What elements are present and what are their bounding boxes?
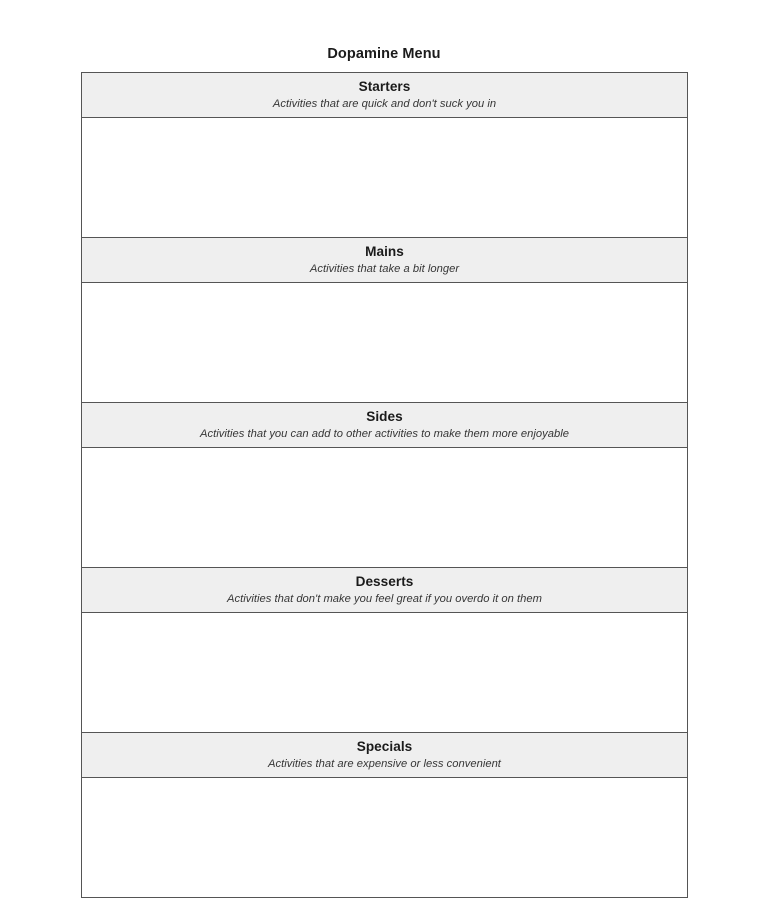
section-subtitle-sides: Activities that you can add to other activities to make them more enjoyable: [199, 427, 569, 440]
section-title-specials: Specials: [356, 738, 413, 754]
section-title-sides: Sides: [366, 408, 403, 424]
section-body-desserts[interactable]: [82, 613, 687, 732]
section-subtitle-desserts: Activities that don't make you feel great if you overdo it on them: [226, 592, 542, 605]
section-subtitle-starters: Activities that are quick and don't suck you in: [272, 97, 497, 110]
menu-section-sides: [82, 403, 687, 568]
page-title: Dopamine Menu: [327, 46, 441, 62]
menu-section-specials: [82, 733, 687, 897]
menu-section-mains: [82, 238, 687, 403]
menu-table: [81, 72, 688, 898]
section-title-starters: Starters: [358, 78, 411, 94]
section-body-specials[interactable]: [82, 778, 687, 897]
section-header-starters: [82, 73, 687, 118]
section-body-sides[interactable]: [82, 448, 687, 567]
section-header-sides: [82, 403, 687, 448]
section-body-mains[interactable]: [82, 283, 687, 402]
section-subtitle-mains: Activities that take a bit longer: [309, 262, 460, 275]
section-title-desserts: Desserts: [355, 573, 414, 589]
menu-section-starters: [82, 73, 687, 238]
menu-section-desserts: [82, 568, 687, 733]
section-title-mains: Mains: [365, 243, 404, 259]
section-header-mains: [82, 238, 687, 283]
section-body-starters[interactable]: [82, 118, 687, 237]
section-subtitle-specials: Activities that are expensive or less convenient: [268, 757, 501, 770]
section-header-specials: [82, 733, 687, 778]
section-header-desserts: [82, 568, 687, 613]
